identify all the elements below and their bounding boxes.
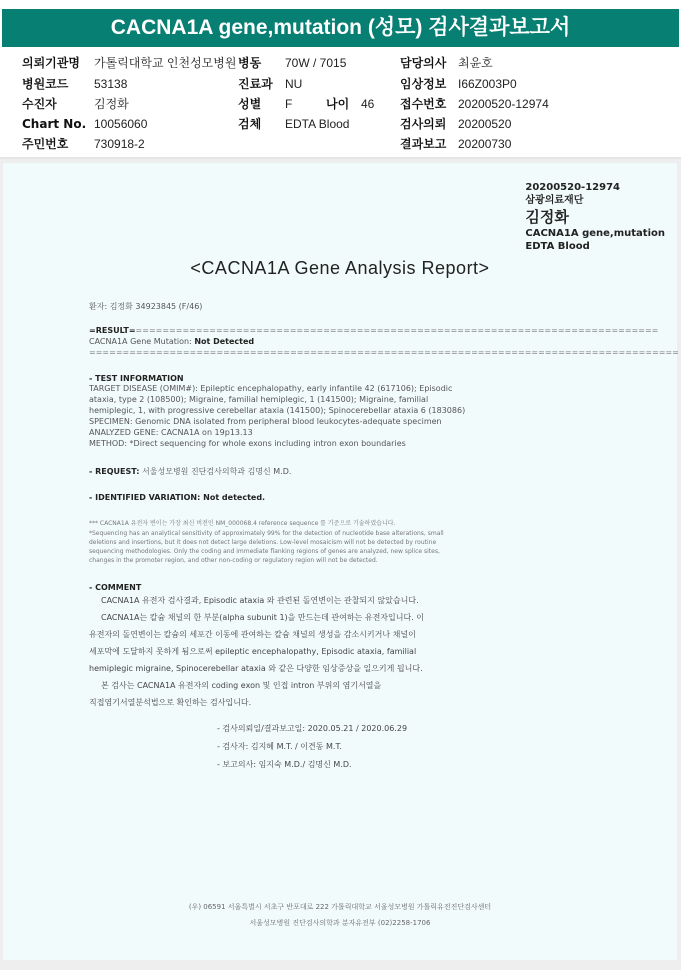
test-info-line: ataxia, type 2 (108500); Migraine, familial hemiplegic, 1 (141500); Migraine, familial (89, 395, 429, 404)
footer-contact: 서울성모병원 진단검사의학과 분자유전부 (02)2258-1706 (249, 919, 431, 927)
test-info-line: SPECIMEN: Genomic DNA isolated from peripheral blood leukocytes-adequate specimen (89, 417, 442, 426)
specimen-sticker (525, 181, 665, 253)
signature-line: - 검사의뢰일/결과보고일: 2020.05.21 / 2020.06.29 (217, 724, 408, 733)
title-bar (0, 0, 681, 47)
dept-value: NU (285, 77, 303, 91)
specimen-label: 검체 (238, 117, 262, 131)
disclaimer-note: changes in the promoter region, and other non-coding or regulatory region will not be detected. (89, 557, 378, 564)
clinical-info-value: I66Z003P0 (458, 77, 517, 91)
disclaimer-note: deletions and insertions, but it does not detect large deletions. Low-level mosaicism will not be detected by routine (89, 539, 437, 546)
chart-no-value: 10056060 (94, 117, 148, 131)
result-line: CACNA1A Gene Mutation: Not Detected (89, 337, 255, 346)
age-label: 나이 (326, 97, 350, 111)
doctor-value: 최윤호 (458, 56, 493, 70)
dept-label: 진료과 (238, 77, 273, 91)
ward-label: 병동 (238, 56, 262, 70)
patient-info-panel (0, 47, 681, 159)
comment-line: CACNA1A는 칼슘 채널의 한 부분(alpha subunit 1)을 만드는데 관여하는 유전자입니다. 이 (101, 613, 425, 622)
page-title: CACNA1A gene,mutation (성모) 검사결과보고서 (2, 9, 679, 47)
sex-label: 성별 (238, 97, 262, 111)
sticker-patient-name: 김정화 (525, 208, 569, 226)
sticker-test-name: CACNA1A gene,mutation (525, 228, 665, 239)
sex-value: F (285, 97, 293, 111)
comment-heading: - COMMENT (89, 583, 142, 592)
comment-line: 세포막에 도달하지 못하게 됨으로써 epileptic encephalopathy, Episodic ataxia, familial (89, 647, 417, 656)
specimen-value: EDTA Blood (285, 117, 350, 131)
hospital-code-value: 53138 (94, 77, 128, 91)
resident-id-value: 730918-2 (94, 137, 145, 151)
ward-value: 70W / 7015 (285, 56, 347, 70)
patient-label: 수진자 (22, 97, 57, 111)
result-header: =RESULT=============================================================================== (89, 326, 659, 335)
receipt-no-label: 접수번호 (400, 97, 447, 111)
report-date-value: 20200730 (458, 137, 512, 151)
receipt-no-value: 20200520-12974 (458, 97, 549, 111)
signature-line: - 보고의사: 임지숙 M.D./ 김명신 M.D. (217, 760, 352, 769)
test-info-line: hemiplegic, 1, with progressive cerebellar ataxia (141500); Spinocerebellar ataxia 6 (183086) (89, 406, 466, 415)
identified-variation-line: - IDENTIFIED VARIATION: Not detected. (89, 493, 266, 502)
test-info-line: METHOD: *Direct sequencing for whole exons including intron exon boundaries (89, 439, 406, 448)
resident-id-label: 주민번호 (22, 137, 69, 151)
chart-no-label: Chart No. (22, 117, 87, 131)
comment-line: CACNA1A 유전자 검사결과, Episodic ataxia 와 관련된 돌연변이는 관찰되지 않았습니다. (101, 596, 419, 605)
signature-line: - 검사자: 김지혜 M.T. / 이견동 M.T. (217, 742, 342, 751)
test-info-heading: - TEST INFORMATION (89, 374, 184, 383)
sticker-specimen: EDTA Blood (525, 241, 590, 252)
comment-line: 본 검사는 CACNA1A 유전자의 coding exon 및 인접 intron 부위의 염기서열을 (101, 681, 382, 690)
comment-line: 직접염기서열분석법으로 확인하는 검사입니다. (89, 698, 252, 707)
request-date-value: 20200520 (458, 117, 512, 131)
patient-value: 김정화 (94, 97, 129, 111)
request-line: - REQUEST: 서울성모병원 진단검사의학과 김명신 M.D. (89, 467, 292, 476)
report-patient-line: 환자: 김정화 34923845 (F/46) (89, 302, 203, 311)
report-title: <CACNA1A Gene Analysis Report> (190, 258, 490, 278)
footer-address: (우) 06591 서울특별시 서초구 반포대로 222 가톨릭대학교 서울성모병원 가톨릭유전진단검사센터 (188, 903, 492, 911)
org-value: 가톨릭대학교 인천성모병원 (94, 56, 237, 70)
scanned-report-image (3, 163, 677, 960)
sticker-receipt-no: 20200520-12974 (525, 182, 620, 193)
clinical-info-label: 임상정보 (400, 77, 447, 91)
result-separator: ======================================================================================== (89, 348, 679, 357)
comment-line: 유전자의 돌연변이는 칼슘의 세포간 이동에 관여하는 칼슘 채널의 생성을 감소시키거나 채널이 (89, 630, 416, 639)
test-info-line: TARGET DISEASE (OMIM#): Epileptic encephalopathy, early infantile 42 (617106); Episodic (89, 384, 453, 393)
test-info-line: ANALYZED GENE: CACNA1A on 19p13.13 (89, 428, 253, 437)
age-value: 46 (361, 97, 375, 111)
hospital-code-label: 병원코드 (22, 77, 69, 91)
request-date-label: 검사의뢰 (400, 117, 447, 131)
comment-line: hemiplegic migraine, Spinocerebellar ataxia 와 같은 다양한 임상증상을 일으키게 됩니다. (89, 664, 423, 673)
report-date-label: 결과보고 (400, 137, 447, 151)
disclaimer-note: sequencing methodologies. Only the coding and immediate flanking regions of genes are analyzed, new splice sites, (89, 548, 440, 555)
disclaimer-note: *Sequencing has an analytical sensitivity of approximately 99% for the detection of nucleotide base alterations, small (89, 530, 444, 537)
doctor-label: 담당의사 (400, 56, 447, 70)
org-label: 의뢰기관명 (22, 56, 80, 70)
disclaimer-note: *** CACNA1A 유전자 변이는 가장 최신 버전인 NM_000068.4 reference sequence 를 기준으로 기술하였습니다. (89, 520, 396, 527)
sticker-foundation: 삼광의료재단 (525, 195, 584, 206)
